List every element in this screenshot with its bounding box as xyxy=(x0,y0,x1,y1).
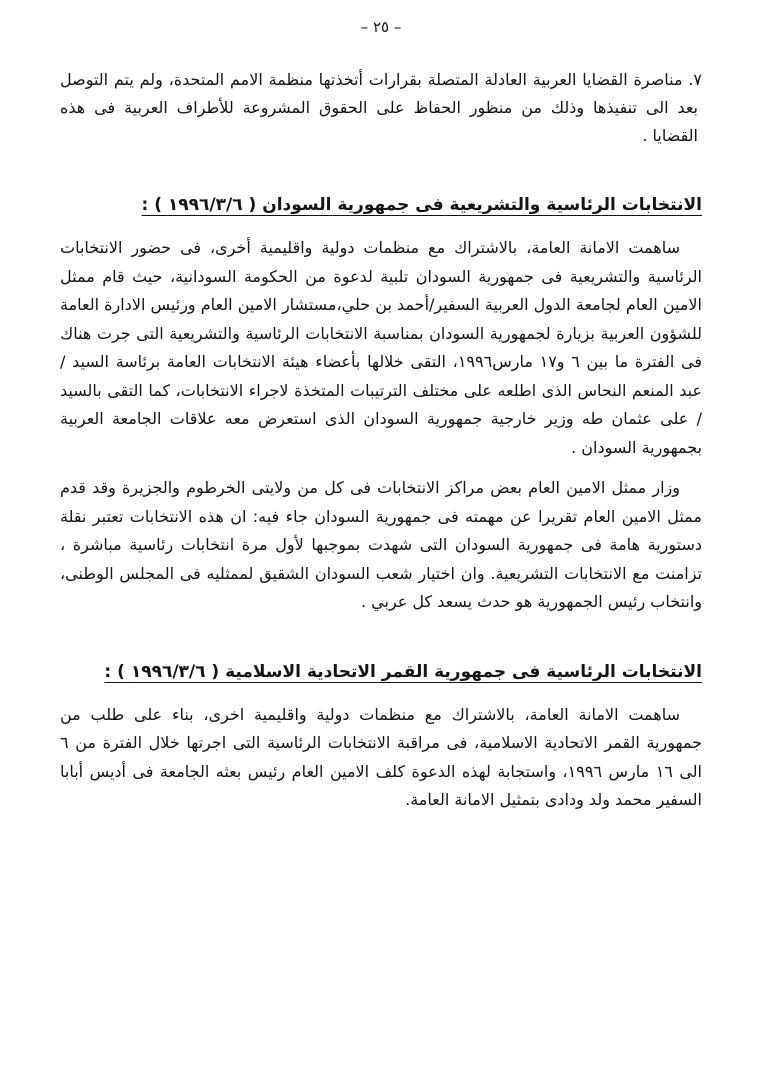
heading-sudan-elections: الانتخابات الرئاسية والتشريعية فى جمهورية السودان ( ١٩٩٦/٣/٦ ) : xyxy=(141,195,702,215)
paragraph-comoros: ساهمت الامانة العامة، بالاشتراك مع منظمات دولية واقليمية اخرى، بناء على طلب من جمهورية القمر الاتحادية الاسلامية، فى مراقبة الانتخابات الرئاسية التى اجرتها خلال الفترة من ٦ الى ١٦ مارس ١٩٩٦، واستجابة لهذه الدعوة كلف الامين العام رئيس بعثه الجامعة فى أديس أبابا السفير محمد ولد ودادى بتمثيل الامانة العامة. xyxy=(60,704,702,809)
paragraph-sudan-2: وزار ممثل الامين العام بعض مراكز الانتخابات فى كل من ولايتى الخرطوم والجزيرة وقد قدم ممثل الامين العام تقريرا عن مهمته فى جمهورية السودان جاء فيه: ان هذه الانتخابات تعتبر نقلة دستورية هامة فى جمهورية السودان التى شهدت بموجبها لأول مرة انتخابات رئاسية مباشرة ، تزامنت مع الانتخابات التشريعية. وان اختيار شعب السودان الشقيق لممثليه فى المجلس الوطنى، وانتخاب رئيس الجمهورية هو حدث يسعد كل عربي . xyxy=(60,478,702,611)
page-number: – ٢٥ – xyxy=(360,18,402,36)
paragraph-sudan-1: ساهمت الامانة العامة، بالاشتراك مع منظمات دولية واقليمية أخرى، فى حضور الانتخابات الرئاسية والتشريعية فى جمهورية السودان تلبية لدعوة من الحكومة السودانية، حيث قام ممثل الامين العام لجامعة الدول العربية السفير/أحمد بن حلي،مستشار الامين العام ورئيس الادارة العامة للشؤون العربية بزيارة لجمهورية السودان بمناسبة الانتخابات الرئاسية والتشريعية التى جرت هناك فى الفترة ما بين ٦ و١٧ مارس١٩٩٦، التقى خلالها بأعضاء هيئة الانتخابات العامة برئاسة السيد / عبد المنعم النحاس الذى اطلعه على مختلف الترتيبات المتخذة لاجراء الانتخابات، كما التقى بالسيد / على عثمان طه وزير خارجية جمهورية السودان الذى استعرض معه علاقات الجامعة العربية بجمهورية السودان . xyxy=(60,238,703,457)
heading-comoros-elections: الانتخابات الرئاسية فى جمهورية القمر الاتحادية الاسلامية ( ١٩٩٦/٣/٦ ) : xyxy=(104,661,702,682)
paragraph-item-7: ٧. مناصرة القضايا العربية العادلة المتصلة بقرارات أتخذتها منظمة الامم المتحدة، ولم يتم التوصل بعد الى تنفيذها وذلك من منظور الحفاظ على الحقوق المشروعة للأطراف العربية فى هذه القضايا . xyxy=(60,70,702,145)
